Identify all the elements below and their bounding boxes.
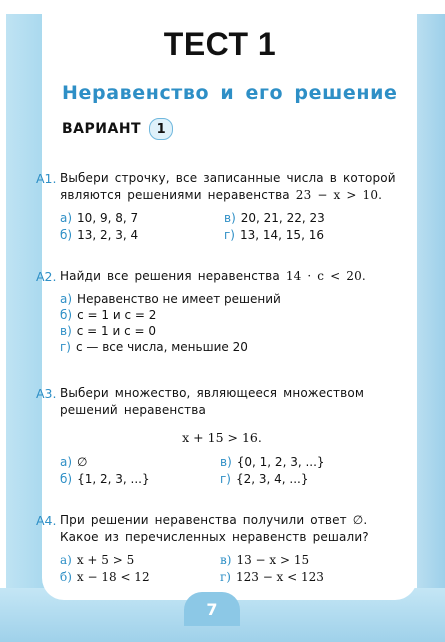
options-grid	[60, 210, 408, 244]
page-number: 7	[206, 599, 218, 619]
question-a4	[36, 512, 408, 586]
option-a[interactable]: а) 10, 9, 8, 7	[60, 211, 139, 225]
variant-label: ВАРИАНТ	[62, 121, 142, 137]
question-a2	[36, 268, 408, 355]
option-b[interactable]: б) 13, 2, 3, 4	[60, 228, 139, 242]
test-banner	[60, 22, 380, 66]
option-d[interactable]: г) c — все числа, меньшие 20	[60, 340, 248, 354]
page-number-tab	[184, 592, 240, 626]
option-a[interactable]: а) x + 5 > 5	[60, 553, 135, 567]
options-list	[60, 291, 408, 355]
option-d[interactable]: г) {2, 3, 4, ...}	[220, 472, 309, 486]
topic-title: Неравенство и его решение	[62, 82, 398, 104]
options-grid	[60, 454, 408, 488]
question-a1	[36, 170, 408, 244]
question-text: Выбери строчку, все записанные числа в которой являются решениями неравенства 23 − x > 10.	[60, 171, 396, 202]
option-c[interactable]: в) 20, 21, 22, 23	[224, 211, 325, 225]
variant-heading	[62, 118, 173, 140]
option-b[interactable]: б) x − 18 < 12	[60, 570, 150, 584]
option-a[interactable]: а) ∅	[60, 455, 88, 469]
variant-number-badge: 1	[149, 118, 173, 140]
option-d[interactable]: г) 123 − x < 123	[220, 570, 324, 584]
question-formula: x + 15 > 16.	[182, 430, 262, 445]
option-c[interactable]: в) c = 1 и c = 0	[60, 324, 157, 338]
option-d[interactable]: г) 13, 14, 15, 16	[224, 228, 324, 242]
question-formula: 14 · c < 20.	[285, 269, 366, 283]
question-text: Выбери множество, являющееся множеством решений неравенства	[60, 386, 365, 417]
question-number: A3.	[36, 386, 57, 401]
option-b[interactable]: б) c = 1 и c = 2	[60, 308, 157, 322]
frame-right	[417, 14, 445, 642]
question-formula: 23 − x > 10.	[295, 188, 383, 202]
option-b[interactable]: б) {1, 2, 3, ...}	[60, 472, 150, 486]
test-title: ТЕСТ 1	[154, 26, 286, 63]
question-text: Найди все решения неравенства 14 · c < 20.	[60, 269, 366, 283]
option-c[interactable]: в) 13 − x > 15	[220, 553, 310, 567]
question-number: A4.	[36, 513, 57, 528]
option-c[interactable]: в) {0, 1, 2, 3, ...}	[220, 455, 325, 469]
question-number: A1.	[36, 171, 57, 186]
option-a[interactable]: а) Неравенство не имеет решений	[60, 292, 281, 306]
question-text: При решении неравенства получили ответ ∅. Какое из перечисленных неравенств решали?	[60, 513, 369, 544]
question-a3	[36, 385, 408, 488]
question-number: A2.	[36, 269, 57, 284]
options-grid	[60, 552, 408, 586]
